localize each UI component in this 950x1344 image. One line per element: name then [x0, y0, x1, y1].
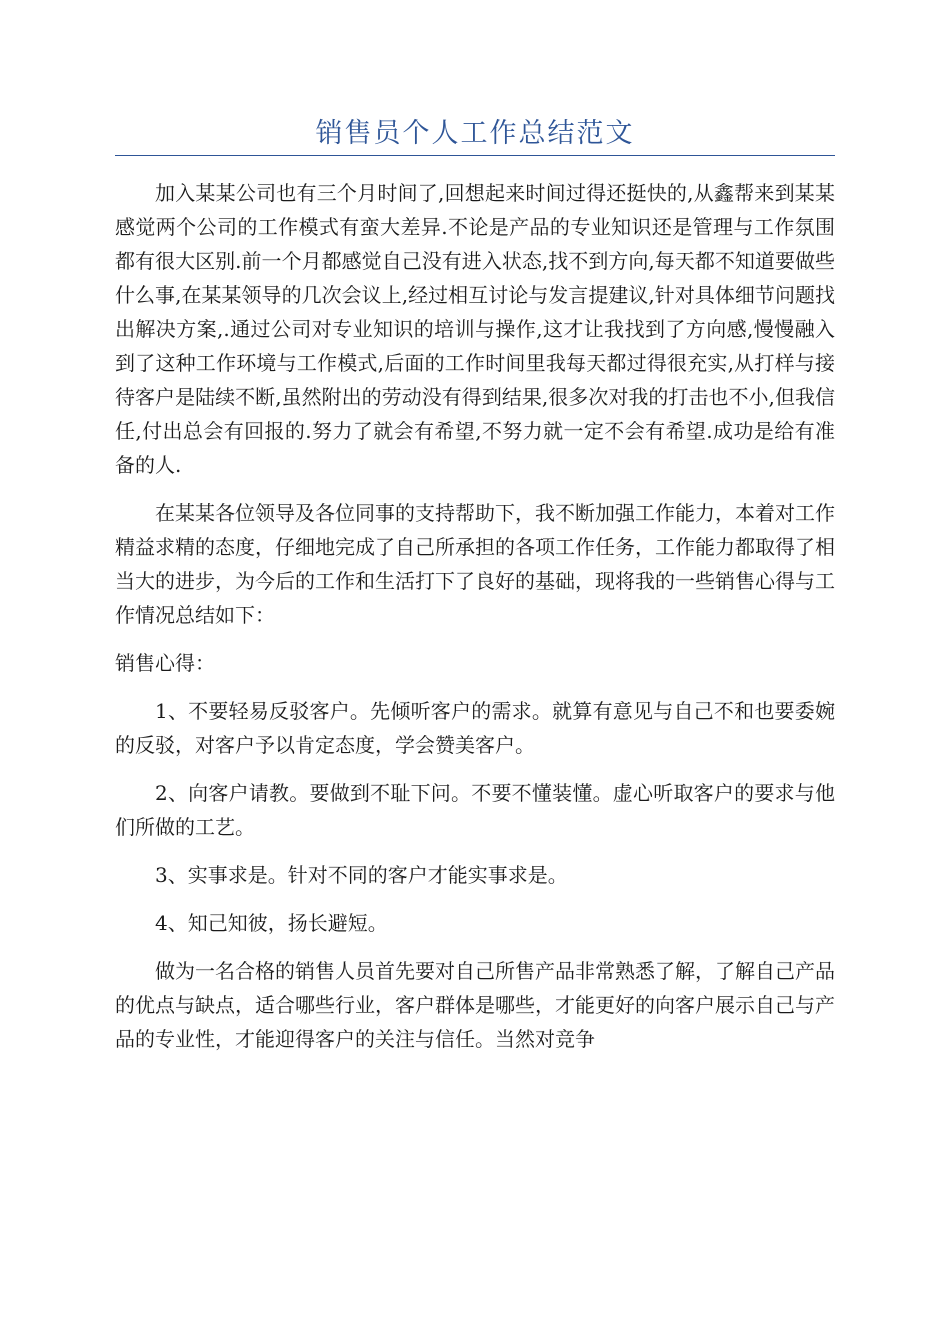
- list-item-tip-2: 2、向客户请教。要做到不耻下问。不要不懂装懂。虚心听取客户的要求与他们所做的工艺。: [115, 781, 835, 839]
- list-item-tip-1: 1、不要轻易反驳客户。先倾听客户的需求。就算有意见与自己不和也要委婉的反驳，对客户予以肯定态度，学会赞美客户。: [115, 699, 835, 757]
- paragraph-support: 在某某各位领导及各位同事的支持帮助下，我不断加强工作能力，本着对工作精益求精的态度，仔细地完成了自己所承担的各项工作任务，工作能力都取得了相当大的进步，为今后的工作和生活打下了良好的基础，现将我的一些销售心得与工作情况总结如下：: [115, 501, 835, 627]
- section-heading-sales-tips: 销售心得：: [115, 651, 215, 675]
- list-item-tip-3: 3、实事求是。针对不同的客户才能实事求是。: [155, 863, 568, 887]
- title-underline: [115, 155, 835, 156]
- document-body: [115, 176, 835, 1070]
- paragraph-qualified-salesperson: 做为一名合格的销售人员首先要对自己所售产品非常熟悉了解，了解自己产品的优点与缺点，适合哪些行业，客户群体是哪些，才能更好的向客户展示自己与产品的专业性，才能迎得客户的关注与信任。当然对竞争: [115, 959, 835, 1051]
- list-item-tip-4: 4、知己知彼，扬长避短。: [155, 911, 388, 935]
- paragraph-intro: 加入某某公司也有三个月时间了,回想起来时间过得还挺快的,从鑫帮来到某某感觉两个公司的工作模式有蛮大差异.不论是产品的专业知识还是管理与工作氛围都有很大区别.前一个月都感觉自己没有进入状态,找不到方向,每天都不知道要做些什么事,在某某领导的几次会议上,经过相互讨论与发言提建议,针对具体细节问题找出解决方案,.通过公司对专业知识的培训与操作,这才让我找到了方向感,慢慢融入到了这种工作环境与工作模式,后面的工作时间里我每天都过得很充实,从打样与接待客户是陆续不断,虽然附出的劳动没有得到结果,很多次对我的打击也不小,但我信任,付出总会有回报的.努力了就会有希望,不努力就一定不会有希望.成功是给有准备的人.: [115, 181, 835, 477]
- document-title: 销售员个人工作总结范文: [315, 118, 635, 149]
